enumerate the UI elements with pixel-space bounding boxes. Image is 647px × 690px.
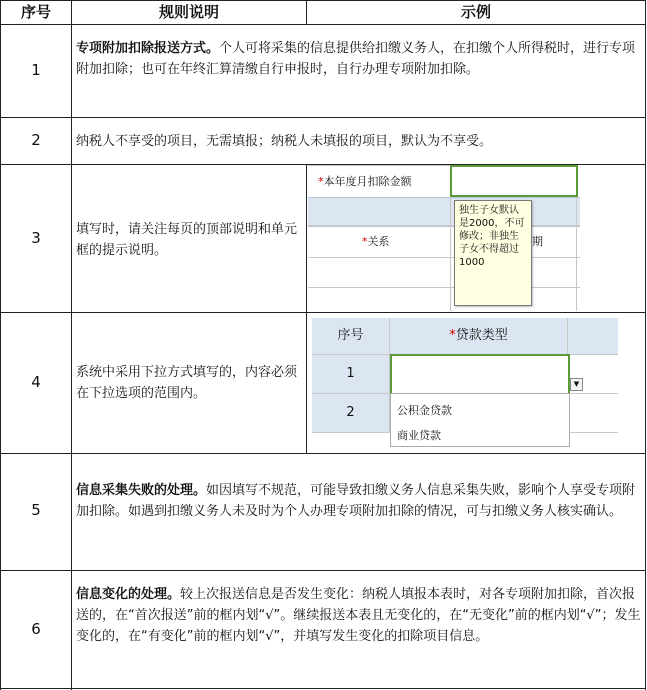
col-divider <box>71 0 72 690</box>
col-extra-header <box>568 318 618 354</box>
row-body: 较上次报送信息是否发生变化：纳税人填报本表时，对各专项附加扣除，首次报送的，在“首次报送”前的框内划“√”。继续报送本表且无变化的，在“无变化”前的框内划“√”；发生变化的，在“有变化”前的框内划“√”，并填写发生变化的扣除项目信息。 <box>76 587 641 644</box>
row-number: 2 <box>312 394 390 432</box>
dropdown-list <box>390 393 570 447</box>
loan-type-select[interactable] <box>390 354 570 395</box>
row-index: 2 <box>31 131 41 149</box>
col-type-label: 贷款类型 <box>455 328 508 343</box>
row-body: 填写时，请关注每页的顶部说明和单元框的提示说明。 <box>76 222 298 258</box>
dropdown-option[interactable]: 公积金贷款 <box>397 404 452 417</box>
row-index: 3 <box>31 229 41 247</box>
grid-line <box>308 287 580 288</box>
grid-line <box>450 197 451 311</box>
header-rule: 规则说明 <box>158 3 219 21</box>
cell-tooltip: 独生子女默认是2000，不可修改；非独生子女不得超过1000 <box>454 200 532 306</box>
header-index: 序号 <box>20 3 51 21</box>
row-body: 如因填写不规范，可能导致扣缴义务人信息采集失败，影响个人享受专项附加扣除。如遇到扣缴义务人未及时为个人办理专项附加扣除的情况，可与扣缴义务人核实确认。 <box>76 483 636 519</box>
field-label: 本年度月扣除金额 <box>323 175 412 188</box>
row-divider <box>0 453 646 454</box>
grid-line <box>576 197 577 311</box>
col-index-header: 序号 <box>312 318 390 354</box>
header-band <box>308 197 580 227</box>
deduction-amount-label <box>318 172 412 192</box>
col-type-header <box>390 318 568 354</box>
relation-label <box>362 232 390 252</box>
row-text <box>76 480 642 522</box>
row-divider <box>0 570 646 571</box>
example-dropdown-sheet <box>312 317 618 447</box>
example-tooltip-sheet <box>308 165 580 311</box>
row-body: 系统中采用下拉方式填写的，内容必须在下拉选项的范围内。 <box>76 365 298 401</box>
row-text <box>76 584 642 647</box>
partial-label: 期 <box>532 235 543 248</box>
row-index: 4 <box>31 373 41 391</box>
dropdown-arrow-icon[interactable]: ▼ <box>570 378 583 391</box>
row-divider <box>0 312 646 313</box>
required-mark: * <box>362 235 368 248</box>
table-border <box>0 0 1 690</box>
required-mark: * <box>449 328 456 343</box>
row-text <box>76 38 642 80</box>
row-index: 1 <box>31 61 41 79</box>
field-label: 关系 <box>367 235 390 248</box>
table-border <box>645 0 646 690</box>
row-index: 6 <box>31 620 41 638</box>
table-border <box>0 688 646 689</box>
row-body: 纳税人不享受的项目，无需填报；纳税人未填报的项目，默认为不享受。 <box>76 134 493 149</box>
row-title: 专项附加扣除报送方式。 <box>76 41 220 56</box>
row-number: 1 <box>312 355 390 393</box>
col-divider <box>306 164 307 313</box>
grid-line <box>308 257 580 258</box>
row-title: 信息变化的处理。 <box>76 587 181 602</box>
row-index: 5 <box>31 501 41 519</box>
required-mark: * <box>318 175 324 188</box>
deduction-amount-input[interactable] <box>450 165 578 197</box>
grid-line <box>308 165 450 166</box>
grid-line <box>308 225 580 226</box>
dropdown-option[interactable]: 商业贷款 <box>397 429 441 442</box>
row-divider <box>0 117 646 118</box>
header-example: 示例 <box>460 3 491 21</box>
row-body: 个人可将采集的信息提供给扣缴义务人，在扣缴个人所得税时，进行专项附加扣除；也可在年终汇算清缴自行申报时，自行办理专项附加扣除。 <box>76 41 636 77</box>
row-title: 信息采集失败的处理。 <box>76 483 207 498</box>
col-divider <box>306 312 307 454</box>
